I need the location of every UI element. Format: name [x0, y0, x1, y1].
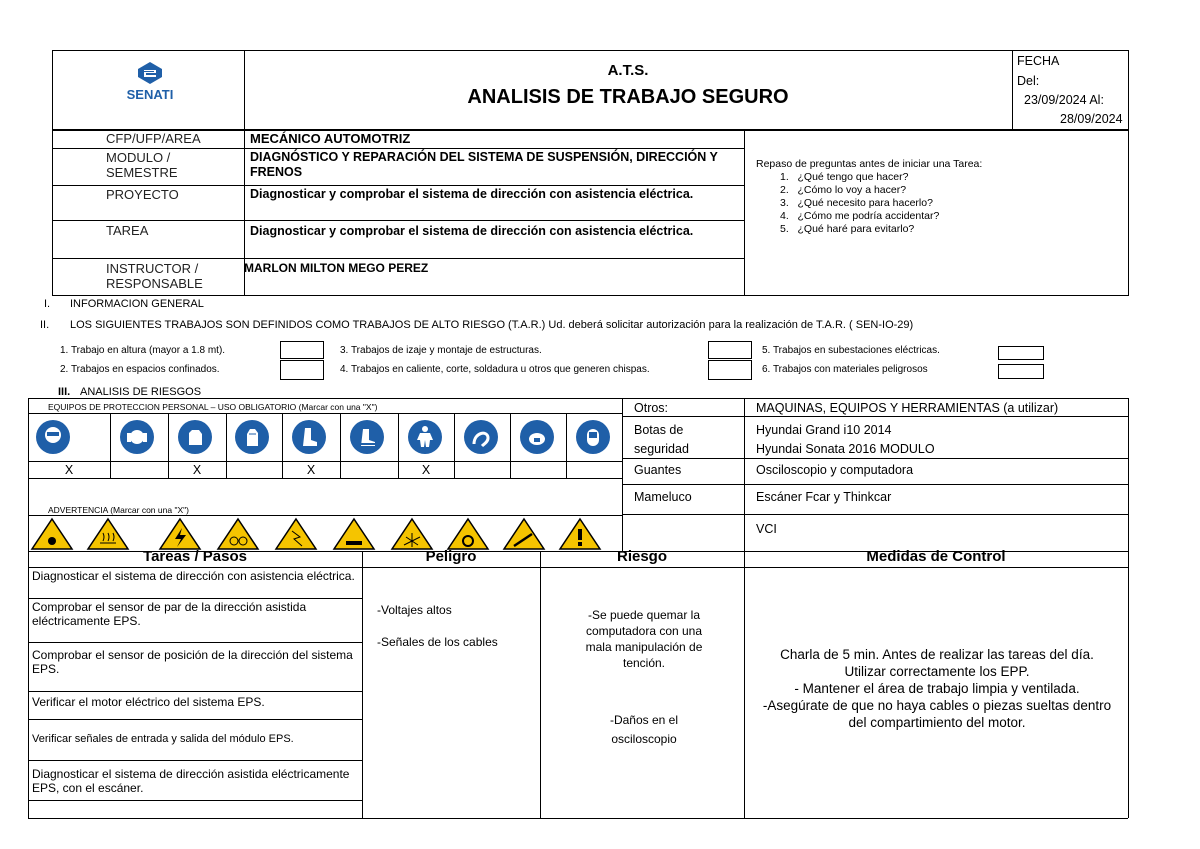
tarea-value: Diagnosticar y comprobar el sistema de dirección con asistencia eléctrica.	[250, 224, 694, 238]
section-2-num: II.	[40, 319, 50, 331]
task-row: Diagnosticar el sistema de dirección asistida eléctricamente EPS, con el escáner.	[32, 767, 350, 795]
questions-intro: Repaso de preguntas antes de iniciar una Tarea:	[756, 158, 983, 170]
explosive-icon	[392, 519, 432, 549]
maquina-item: Osciloscopio y computadora	[756, 463, 914, 477]
task-row: Verificar señales de entrada y salida del módulo EPS.	[32, 733, 294, 745]
question-item: 5. ¿Qué haré para evitarlo?	[780, 223, 915, 235]
tar-item-5: 5. Trabajos en subestaciones eléctricas.	[762, 345, 940, 356]
maquina-item: VCI	[756, 522, 777, 536]
epp-mark-5[interactable]: X	[306, 463, 316, 477]
tar-item-1: 1. Trabajo en altura (mayor a 1.8 mt).	[60, 345, 226, 356]
overall-icon	[408, 420, 442, 454]
cfp-label: CFP/UFP/AREA	[106, 131, 201, 146]
epp-mark-3[interactable]: X	[192, 463, 202, 477]
task-row: Verificar el motor eléctrico del sistema EPS.	[32, 695, 265, 709]
section-3-num: III.	[58, 386, 71, 398]
gloves-icon	[178, 420, 212, 454]
tar-item-6: 6. Trabajos con materiales peligrosos	[762, 364, 928, 375]
question-item: 4. ¿Cómo me podría accidentar?	[780, 210, 940, 222]
task-row: Diagnosticar el sistema de dirección con asistencia eléctrica.	[32, 569, 355, 583]
tar-item-3: 3. Trabajos de izaje y montaje de estructuras.	[340, 345, 542, 356]
safety-boots-icon	[292, 420, 326, 454]
del-label: Del:	[1017, 74, 1040, 88]
advertencia-title: ADVERTENCIA (Marcar con una "X")	[48, 505, 189, 515]
boots-icon	[350, 420, 384, 454]
otros-header: Otros:	[634, 401, 669, 415]
questions-block	[756, 158, 1116, 236]
date-to: 28/09/2024	[1060, 112, 1123, 126]
maquinas-header: MAQUINAS, EQUIPOS Y HERRAMIENTAS (a utilizar)	[756, 401, 1059, 415]
medidas-block	[756, 646, 1118, 731]
maquina-item: Hyundai Grand i10 2014	[756, 423, 892, 437]
epp-title: EQUIPOS DE PROTECCION PERSONAL – USO OBLIGATORIO (Marcar con una "X")	[48, 402, 378, 412]
peligro-item: -Señales de los cables	[377, 635, 498, 649]
otros-item-botas: Botas de seguridad	[634, 423, 689, 456]
otros-item-guantes: Guantes	[634, 463, 682, 477]
medida-item: Utilizar correctamente los EPP.	[844, 664, 1030, 679]
section-1-title: INFORMACION GENERAL	[70, 298, 204, 310]
instructor-value: MARLON MILTON MEGO PEREZ	[244, 261, 429, 275]
instructor-label: INSTRUCTOR / RESPONSABLE	[106, 261, 203, 291]
date-from: 23/09/2024 Al:	[1024, 93, 1104, 107]
proyecto-label: PROYECTO	[106, 187, 179, 202]
tar-checkbox-6[interactable]	[998, 364, 1044, 379]
hearing-icon	[464, 420, 498, 454]
tar-checkbox-3[interactable]	[708, 341, 752, 359]
riesgo-item: -Daños en el osciloscopio	[609, 713, 679, 746]
th-medidas: Medidas de Control	[866, 548, 1006, 565]
hot-surface-icon	[88, 519, 128, 549]
epp-mark-1[interactable]: X	[64, 463, 74, 477]
epp-mark-7[interactable]: X	[421, 463, 431, 477]
modulo-value: DIAGNÓSTICO Y REPARACIÓN DEL SISTEMA DE SUSPENSIÓN, DIRECCIÓN Y FRENOS	[250, 150, 718, 179]
tar-item-2: 2. Trabajos en espacios confinados.	[60, 364, 220, 375]
medida-item: - Mantener el área de trabajo limpia y ventilada.	[794, 681, 1080, 696]
question-item: 3. ¿Qué necesito para hacerlo?	[780, 197, 933, 209]
task-row: Comprobar el sensor de par de la dirección asistida eléctricamente EPS.	[32, 600, 307, 628]
electric-shock-icon	[276, 519, 316, 549]
mask-icon	[576, 420, 610, 454]
hand-injury-icon	[334, 519, 374, 549]
fecha-label: FECHA	[1017, 54, 1060, 68]
sharp-tool-icon	[504, 519, 544, 549]
modulo-label: MODULO / SEMESTRE	[106, 150, 178, 180]
maquina-item: Escáner Fcar y Thinkcar	[756, 490, 892, 504]
tarea-label: TAREA	[106, 223, 149, 238]
question-item: 1. ¿Qué tengo que hacer?	[780, 171, 909, 183]
medida-item: Charla de 5 min. Antes de realizar las tareas del día.	[780, 647, 1094, 662]
warning-icons	[28, 515, 622, 551]
ear-protection-icon	[120, 420, 154, 454]
proyecto-value: Diagnosticar y comprobar el sistema de dirección con asistencia eléctrica.	[250, 187, 694, 201]
crush-hazard-icon	[218, 519, 258, 549]
question-item: 2. ¿Cómo lo voy a hacer?	[780, 184, 907, 196]
tar-checkbox-4[interactable]	[708, 360, 752, 380]
hand-protection-icon	[235, 420, 269, 454]
peligro-item: -Voltajes altos	[377, 603, 452, 617]
caution-icon	[560, 519, 600, 549]
tar-checkbox-2[interactable]	[280, 360, 324, 380]
flammable-icon	[448, 519, 488, 549]
senati-logo	[120, 62, 180, 112]
section-1-num: I.	[44, 298, 51, 310]
th-riesgo: Riesgo	[616, 548, 667, 565]
tar-checkbox-5[interactable]	[998, 346, 1044, 360]
page-title: ANALISIS DE TRABAJO SEGURO	[467, 86, 789, 108]
general-warning-icon	[32, 519, 72, 549]
tar-item-4: 4. Trabajos en caliente, corte, soldadura u otros que generen chispas.	[340, 364, 650, 375]
task-row: Comprobar el sensor de posición de la dirección del sistema EPS.	[32, 648, 353, 676]
medida-item: -Asegúrate de que no haya cables o piezas sueltas dentro del compartimiento del motor.	[762, 698, 1112, 730]
th-peligro: Peligro	[425, 548, 477, 565]
face-shield-icon	[36, 420, 70, 454]
respirator-icon	[520, 420, 554, 454]
form-code: A.T.S.	[607, 62, 649, 79]
cfp-value: MECÁNICO AUTOMOTRIZ	[250, 131, 411, 146]
section-2-title: LOS SIGUIENTES TRABAJOS SON DEFINIDOS COMO TRABAJOS DE ALTO RIESGO (T.A.R.) Ud. deberá solicitar autorización para la realización de T.A.R. ( SEN-IO-29)	[70, 319, 914, 331]
section-3-title: ANALISIS DE RIESGOS	[80, 386, 202, 398]
logo-text: SENATI	[126, 87, 174, 102]
maquina-item: Hyundai Sonata 2016 MODULO	[756, 442, 935, 456]
electric-hazard-icon	[160, 519, 200, 549]
th-tareas: Tareas / Pasos	[143, 548, 247, 565]
riesgo-item: -Se puede quemar la computadora con una mala manipulación de tención.	[585, 608, 703, 670]
otros-item-mameluco: Mameluco	[634, 490, 692, 504]
tar-checkbox-1[interactable]	[280, 341, 324, 359]
